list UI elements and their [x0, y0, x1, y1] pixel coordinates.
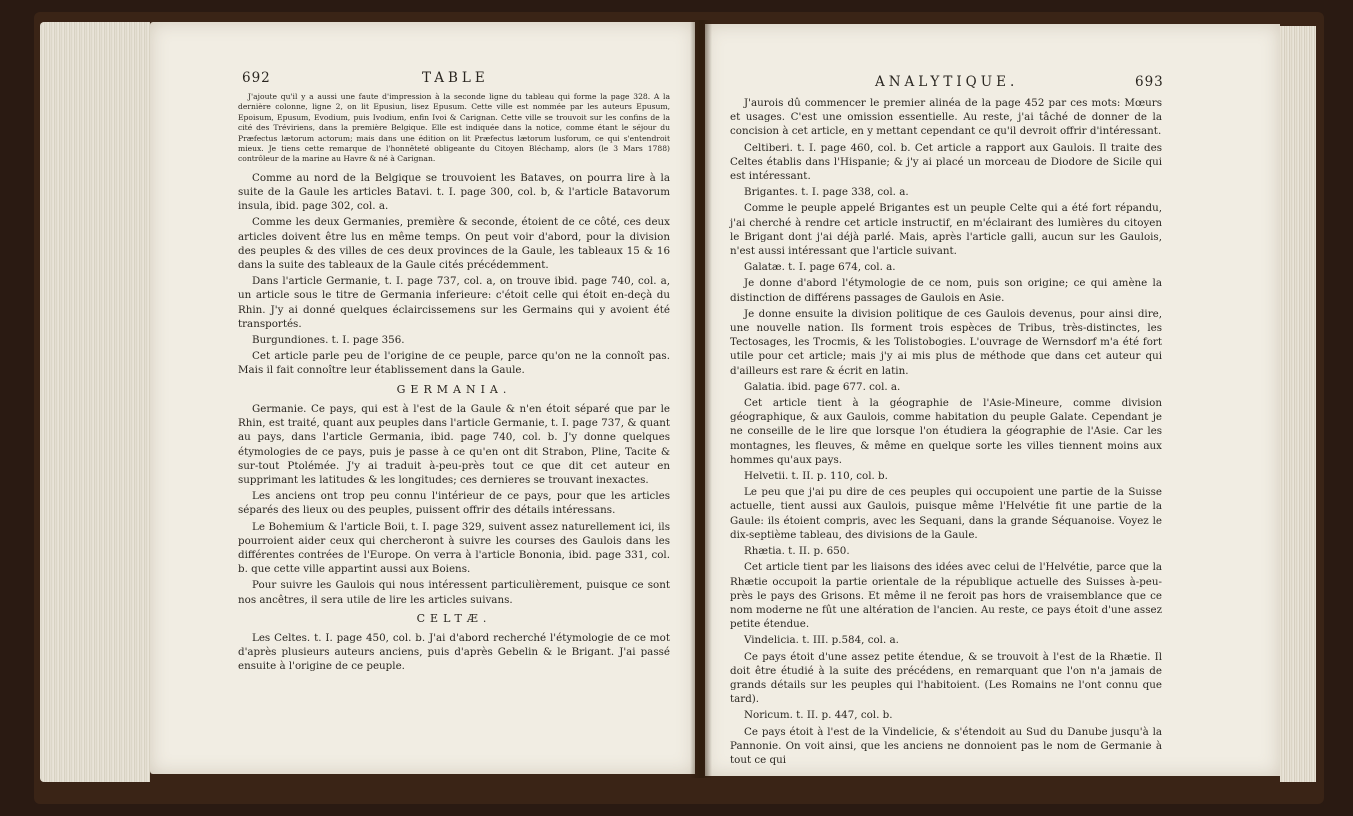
right-page-text [730, 96, 1162, 769]
entry-line: Brigantes. t. I. page 338, col. a. [744, 186, 909, 199]
left-running-head: TABLE [422, 70, 489, 86]
paragraph: Comme le peuple appelé Brigantes est un peuple Celte qui a été fort répandu, j'ai cherché à rendre cet article instructif, en m'éclairant des lumières du citoyen le Brigant dont j'ai déjà parlé. Mais, après l'article galli, aucun sur les Gaulois, n'est aussi intéressant que l'article suivant. [730, 202, 1162, 258]
footnote-paragraph: J'ajoute qu'il y a aussi une faute d'impression à la seconde ligne du tableau qui forme la page 328. A la dernière colonne, ligne 2, on lit Epusiun, lisez Epusum. Cette ville est nommée par les auteurs Epusum, Epoisum, Epusum, Evodium, puis Ivodium, enfin Ivoi & Carignan. Cette ville se trouvoit sur les confins de la cité des Tréviriens, dans la première Belgique. Elle est indiquée dans la notice, comme étant le séjour du Præfectus lætorum actorum; mais dans une édition on lit Præfectus lætorum lusforum, ce qui s'entendroit mieux. Je tiens cette remarque de l'honnêteté obligeante du Citoyen Bléchamp, alors (le 3 Mars 1788) contrôleur de la marine au Havre & né à Carignan. [238, 92, 670, 164]
paragraph: Celtiberi. t. I. page 460, col. b. Cet article a rapport aux Gaulois. Il traite des Celtes établis dans l'Hispanie; & j'y ai placé un morceau de Diodore de Sicile qui est intéressant. [730, 141, 1162, 183]
entry-line: Rhætia. t. II. p. 650. [744, 545, 850, 558]
paragraph: Ce pays étoit d'une assez petite étendue, & se trouvoit à l'est de la Rhætie. Il doit être étudié à la suite des précédens, en remarquant que l'on n'a jamais de grands détails sur les peuples qui l'habitoient. (Les Romains ne l'ont connu que tard). [730, 650, 1162, 706]
left-page-text [238, 92, 670, 676]
paragraph: Dans l'article Germanie, t. I. page 737, col. a, on trouve ibid. page 740, col. a, un article sous le titre de Germania inferieure: c'étoit celle qui étoit en-deçà du Rhin. J'y ai donné quelques éclaircissemens sur les Germains qui y avoient été transportés. [238, 275, 670, 330]
paragraph: Comme les deux Germanies, première & seconde, étoient de ce côté, ces deux articles doivent être lus en même temps. On peut voir d'abord, pour la division des peuples & des villes de ces deux provinces de la Gaule, les tableaux 15 & 16 dans la suite des tableaux de la Gaule cités précédemment. [238, 216, 670, 272]
paragraph: Germanie. Ce pays, qui est à l'est de la Gaule & n'en étoit séparé que par le Rhin, est traité, quant aux peuples dans l'article Germanie, t. I. page 737, & quant au pays, dans l'article Germania, ibid. page 740, col. b. J'y donne quelques étymologies de ce pays, puis je passe à ce qu'en ont dit Strabon, Pline, Tacite & sur-tout Ptolémée. J'y ai traduit à-peu-près tout ce que dit cet auteur en supprimant les latitudes & les longitudes; ces dernieres se trouvant inexactes. [238, 402, 670, 486]
entry-line: Galatæ. t. I. page 674, col. a. [744, 261, 896, 274]
left-page [150, 22, 695, 774]
paragraph: Pour suivre les Gaulois qui nous intéressent particulièrement, puisque ce sont nos ancêtres, il sera utile de lire les articles suivans. [238, 579, 670, 606]
paragraph: Le peu que j'ai pu dire de ces peuples qui occupoient une partie de la Suisse actuelle, tient aussi aux Gaulois, puisque même l'Helvétie fit une partie de la Gaule: ils étoient compris, avec les Sequani, dans la grande Séquanoise. Voyez le dix-septième tableau, des divisions de la Gaule. [730, 486, 1162, 541]
paragraph: Le Bohemium & l'article Boii, t. I. page 329, suivent assez naturellement ici, ils pourroient aider ceux qui chercheront à suivre les courses des Gaulois dans les différentes contrées de l'Europe. On verra à l'article Bononia, ibid. page 331, col. b. que cette ville appartint aussi aux Boiens. [238, 520, 670, 576]
paragraph: Les anciens ont trop peu connu l'intérieur de ce pays, pour que les articles séparés des lieux ou des peuples, puissent offrir des détails intéressans. [238, 490, 670, 517]
right-page-edges [1280, 26, 1316, 782]
entry-line: Galatia. ibid. page 677. col. a. [744, 380, 901, 393]
paragraph: J'aurois dû commencer le premier alinéa de la page 452 par ces mots: Mœurs et usages. C'est une omission essentielle. Au reste, j'ai tâché de donner de la concision à cet article, en y mettant cependant ce qu'il devroit offrir d'intéressant. [730, 97, 1162, 138]
paragraph: Je donne d'abord l'étymologie de ce nom, puis son origine; ce qui amène la distinction de différens passages de Gaulois en Asie. [730, 277, 1162, 304]
paragraph: Les Celtes. t. I. page 450, col. b. J'ai d'abord recherché l'étymologie de ce mot d'après plusieurs auteurs anciens, puis d'après Gebelin & le Brigant. J'ai passé ensuite à l'origine de ce peuple. [238, 631, 670, 673]
left-page-number: 692 [242, 70, 271, 86]
right-page [705, 24, 1280, 776]
left-page-edges [40, 22, 150, 782]
book-gutter [690, 20, 712, 778]
entry-line: Helvetii. t. II. p. 110, col. b. [744, 470, 888, 483]
entry-line: Noricum. t. II. p. 447, col. b. [744, 709, 893, 722]
paragraph: Comme au nord de la Belgique se trouvoient les Bataves, on pourra lire à la suite de la Gaule les articles Batavi. t. I. page 300, col. b, & l'article Batavorum insula, ibid. page 302, col. a. [238, 171, 670, 213]
entry-line: Vindelicia. t. III. p.584, col. a. [744, 634, 899, 647]
paragraph: Je donne ensuite la division politique de ces Gaulois devenus, pour ainsi dire, une nouvelle nation. Ils forment trois espèces de Tribus, très-distinctes, les Tectosages, les Trocmis, & les Tolistobogies. L'ouvrage de Wernsdorf m'a été fort utile pour cet article; mais j'y ai mis plus de méthode que dans cet auteur qui d'ailleurs est rare & écrit en latin. [730, 307, 1162, 377]
paragraph: Cet article parle peu de l'origine de ce peuple, parce qu'on ne la connoît pas. Mais il fait connoître leur établissement dans la Gaule. [238, 350, 670, 377]
paragraph: Cet article tient à la géographie de l'Asie-Mineure, comme division géographique, & aux Gaulois, comme habitation du peuple Galate. Cependant je ne conseille de le lire que lorsque l'on étudiera la géographie de l'Asie. Car les montagnes, les fleuves, & même en quelque sorte les villes tiennent moins aux hommes qu'aux pays. [730, 397, 1162, 466]
section-heading-germania: GERMANIA. [396, 382, 512, 396]
paragraph: Cet article tient par les liaisons des idées avec celui de l'Helvétie, parce que la Rhætie occupoit la partie orientale de la république actuelle des Suisses à-peu-près le pays des Grisons. Et même il ne feroit pas hors de vraisemblance que ce nom moderne ne fût une altération de l'ancien. Au reste, ce pays étoit d'une assez petite étendue. [730, 561, 1162, 631]
paragraph: Ce pays étoit à l'est de la Vindelicie, & s'étendoit au Sud du Danube jusqu'à la Pannonie. On voit ainsi, que les anciens ne donnoient pas le nom de Germanie à tout ce qui [730, 725, 1162, 766]
section-heading-celtae: CELTÆ. [416, 611, 492, 625]
entry-line: Burgundiones. t. I. page 356. [252, 334, 405, 347]
right-running-head: ANALYTIQUE. [875, 74, 1019, 90]
right-page-number: 693 [1135, 74, 1164, 90]
